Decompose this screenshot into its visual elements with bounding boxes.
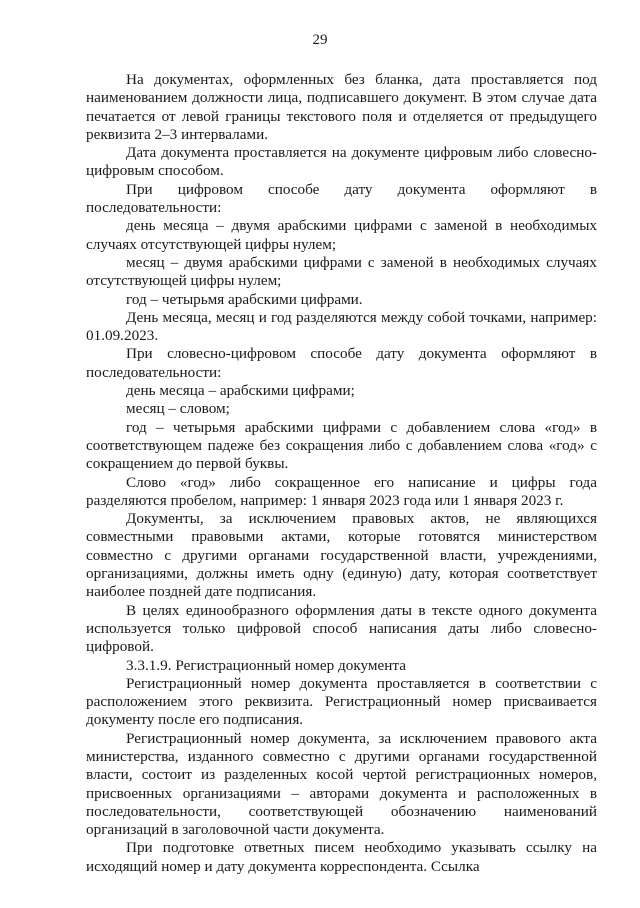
paragraph-reply-letters: При подготовке ответных писем необходимо указывать ссылку на исходящий номер и дату документа корреспондента. Ссылка	[86, 839, 597, 875]
section-heading-registration-number: 3.3.1.9. Регистрационный номер документа	[126, 656, 406, 674]
paragraph-digital-month: месяц – двумя арабскими цифрами с заменой в необходимых случаях отсутствующей цифры нулем;	[86, 253, 597, 290]
paragraph-verbal-day: день месяца – арабскими цифрами;	[126, 382, 355, 400]
paragraph-digital-day: день месяца – двумя арабскими цифрами с заменой в необходимых случаях отсутствующей цифры нулем;	[86, 217, 597, 253]
paragraph-uniform-date: В целях единообразного оформления даты в тексте одного документа используется только цифровой способ написания даты либо словесно-цифровой.	[86, 601, 597, 656]
paragraph-date-methods: Дата документа проставляется на документе цифровым либо словесно-цифровым способом.	[86, 144, 597, 180]
paragraph-digital-method-intro: При цифровом способе дату документа оформляют в последовательности:	[86, 180, 597, 217]
paragraph-digital-separator: День месяца, месяц и год разделяются между собой точками, например: 01.09.2023.	[86, 308, 597, 345]
paragraph-joint-documents-date: Документы, за исключением правовых актов, не являющихся совместными правовыми актами, которые готовятся министерством совместно с другими органами государственной власти, учреждениями, организациями, должны иметь одну (единую) дату, которая соответствует наиболее поздней дате подписания.	[86, 510, 597, 601]
paragraph-digital-year: год – четырьмя арабскими цифрами.	[126, 290, 363, 308]
paragraph-joint-registration-number: Регистрационный номер документа, за исключением правового акта министерства, изданного совместно с другими органами государственной власти, состоит из разделенных косой чертой регистрационных номеров, присвоенных организациями – авторами документа и расположенных в последовательности, соответствующей обозначению наименований организаций в заголовочной части документа.	[86, 729, 597, 839]
paragraph-verbal-year: год – четырьмя арабскими цифрами с добавлением слова «год» в соответствующем падеже без сокращения либо с добавлением слова «год» с сокращением до первой буквы.	[86, 418, 597, 473]
page-number: 29	[312, 32, 328, 48]
paragraph-registration-placement: Регистрационный номер документа проставляется в соответствии с расположением этого реквизита. Регистрационный номер присваивается документу после его подписания.	[86, 674, 597, 729]
paragraph-verbal-method-intro: При словесно-цифровом способе дату документа оформляют в последовательности:	[86, 345, 597, 381]
paragraph-year-word: Слово «год» либо сокращенное его написание и цифры года разделяются пробелом, например: 1 января 2023 года или 1 января 2023 г.	[86, 473, 597, 509]
document-body	[86, 71, 597, 876]
paragraph-undated-blank-placement: На документах, оформленных без бланка, дата проставляется под наименованием должности лица, подписавшего документ. В этом случае дата печатается от левой границы текстового поля и отделяется от предыдущего реквизита 2–3 интервалами.	[86, 71, 597, 143]
paragraph-verbal-month: месяц – словом;	[126, 400, 230, 418]
